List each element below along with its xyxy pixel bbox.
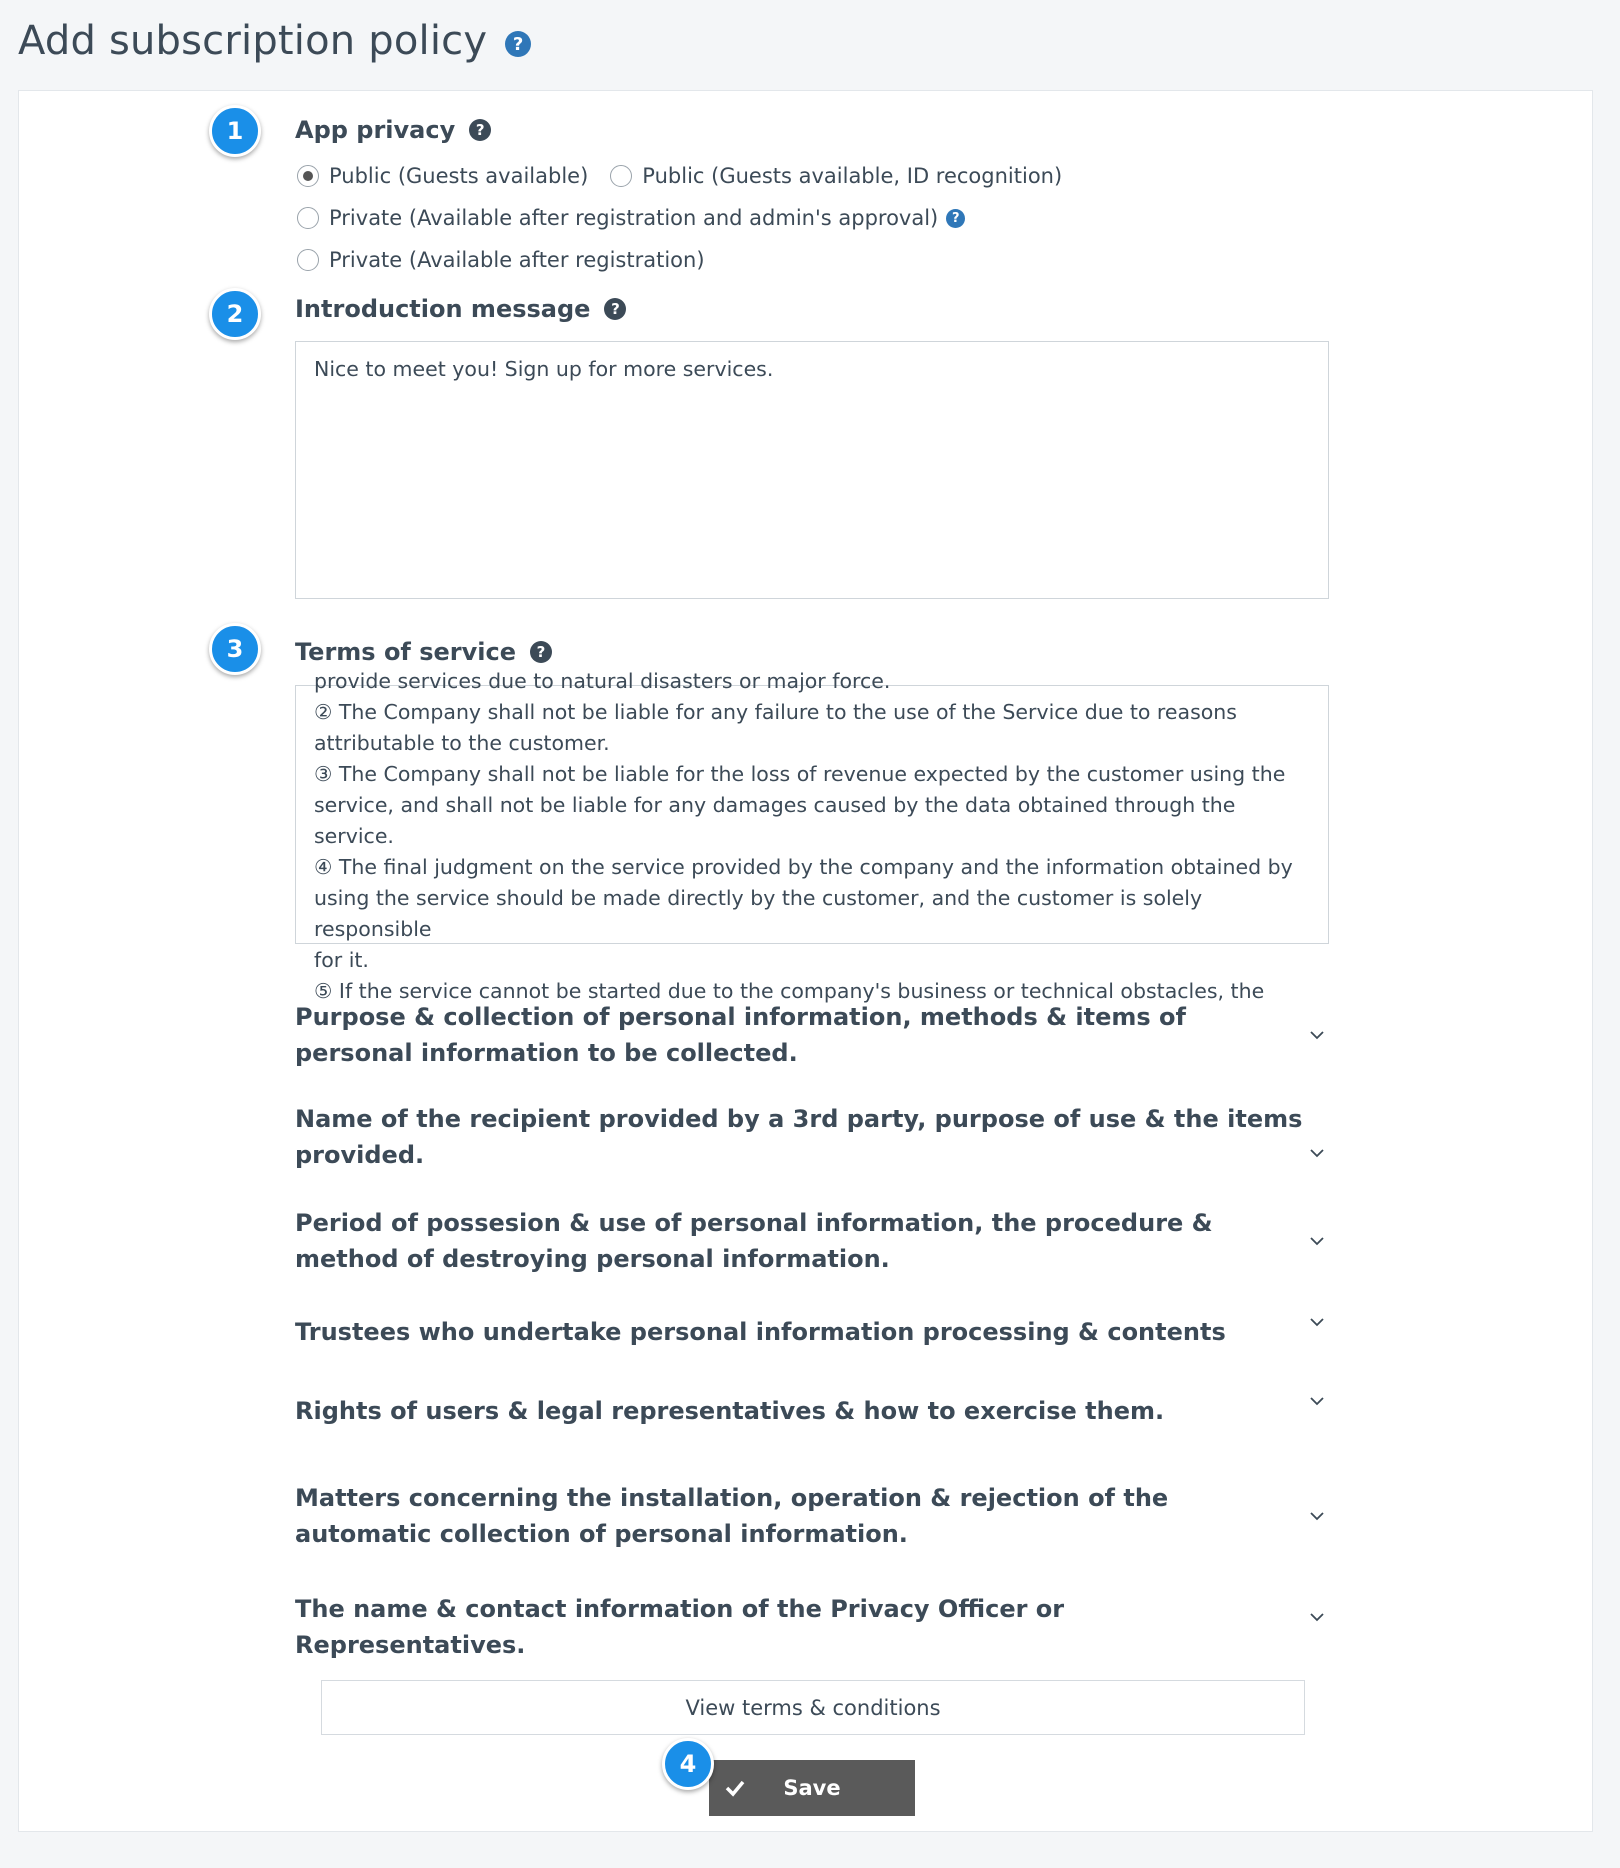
page-title-text: Add subscription policy [18,18,488,64]
accordion-purpose-collection[interactable] [295,999,1329,1071]
app-privacy-label [295,116,491,144]
terms-label [295,638,552,666]
radio-label: Private (Available after registration) [329,248,705,272]
accordion-privacy-officer[interactable] [295,1591,1329,1663]
step-badge-4: 4 [662,1738,714,1790]
terms-line: ⑤ If the service cannot be started due to the company's business or technical obstacles, the [314,979,1265,1003]
terms-label-text: Terms of service [295,638,517,666]
step-badge-3: 3 [209,623,261,675]
terms-line: ③ The Company shall not be liable for the loss of revenue expected by the customer using the [314,762,1286,786]
app-privacy-row-2 [297,206,965,230]
accordion-user-rights[interactable] [295,1393,1329,1429]
chevron-down-icon[interactable] [1309,1609,1325,1625]
accordion-automatic-collection[interactable] [295,1480,1329,1552]
introduction-value: Nice to meet you! Sign up for more services. [314,357,774,381]
question-circle-icon[interactable]: ? [946,209,965,228]
accordion-trustees[interactable] [295,1314,1329,1350]
question-circle-icon[interactable]: ? [530,641,552,663]
accordion-title: Trustees who undertake personal information processing & contents [295,1318,1226,1346]
check-icon [723,1776,747,1800]
chevron-down-icon[interactable] [1309,1314,1325,1330]
question-circle-icon[interactable]: ? [469,119,491,141]
chevron-down-icon[interactable] [1309,1233,1325,1249]
chevron-down-icon[interactable] [1309,1508,1325,1524]
accordion-title: Matters concerning the installation, operation & rejection of the automatic collection of personal information. [295,1484,1169,1548]
radio-private-approval[interactable] [297,206,938,230]
accordion-title: Purpose & collection of personal information, methods & items of personal information to be collected. [295,1003,1186,1067]
introduction-label-text: Introduction message [295,295,591,323]
question-circle-icon[interactable]: ? [604,298,626,320]
radio-public-guests[interactable] [297,164,588,188]
terms-line: ② The Company shall not be liable for any failure to the use of the Service due to reasons [314,700,1237,724]
accordion-title: Rights of users & legal representatives & how to exercise them. [295,1397,1165,1425]
terms-content [314,666,1310,1007]
terms-textarea[interactable] [295,669,1329,1003]
radio-public-guests-id[interactable] [610,164,1062,188]
accordion-third-party[interactable] [295,1101,1329,1173]
terms-line: service, and shall not be liable for any damages caused by the data obtained through the service. [314,793,1236,848]
radio-private-registration[interactable] [297,248,705,272]
page-title [18,18,531,64]
app-privacy-row-3 [297,248,727,272]
radio-button-checked[interactable] [297,165,319,187]
question-circle-icon[interactable]: ? [505,31,531,57]
accordion-period-possession[interactable] [295,1205,1329,1277]
terms-line: using the service should be made directly by the customer, and the customer is solely responsible [314,886,1203,941]
step-badge-1: 1 [209,105,261,157]
view-terms-button[interactable]: View terms & conditions [321,1680,1305,1735]
save-button-label: Save [783,1776,841,1800]
chevron-down-icon[interactable] [1309,1145,1325,1161]
terms-line: provide services due to natural disasters or major force. [314,669,891,693]
terms-line: ④ The final judgment on the service provided by the company and the information obtained by [314,855,1293,879]
app-privacy-label-text: App privacy [295,116,456,144]
app-privacy-row-1 [297,164,1084,188]
radio-button[interactable] [297,207,319,229]
accordion-title: Name of the recipient provided by a 3rd party, purpose of use & the items provided. [295,1105,1303,1169]
radio-label: Private (Available after registration and admin's approval) [329,206,939,230]
terms-line: attributable to the customer. [314,731,610,755]
radio-button[interactable] [610,165,632,187]
policy-form-card [18,90,1593,1832]
chevron-down-icon[interactable] [1309,1393,1325,1409]
terms-line: for it. [314,948,369,972]
introduction-textarea[interactable] [295,341,1329,599]
radio-label: Public (Guests available) [329,164,589,188]
radio-button[interactable] [297,249,319,271]
radio-label: Public (Guests available, ID recognition) [642,164,1063,188]
step-badge-2: 2 [209,288,261,340]
introduction-label [295,295,626,323]
chevron-down-icon[interactable] [1309,1027,1325,1043]
save-button[interactable] [709,1760,915,1816]
accordion-title: Period of possesion & use of personal information, the procedure & method of destroying personal information. [295,1209,1213,1273]
accordion-title: The name & contact information of the Privacy Officer or Representatives. [295,1595,1065,1659]
